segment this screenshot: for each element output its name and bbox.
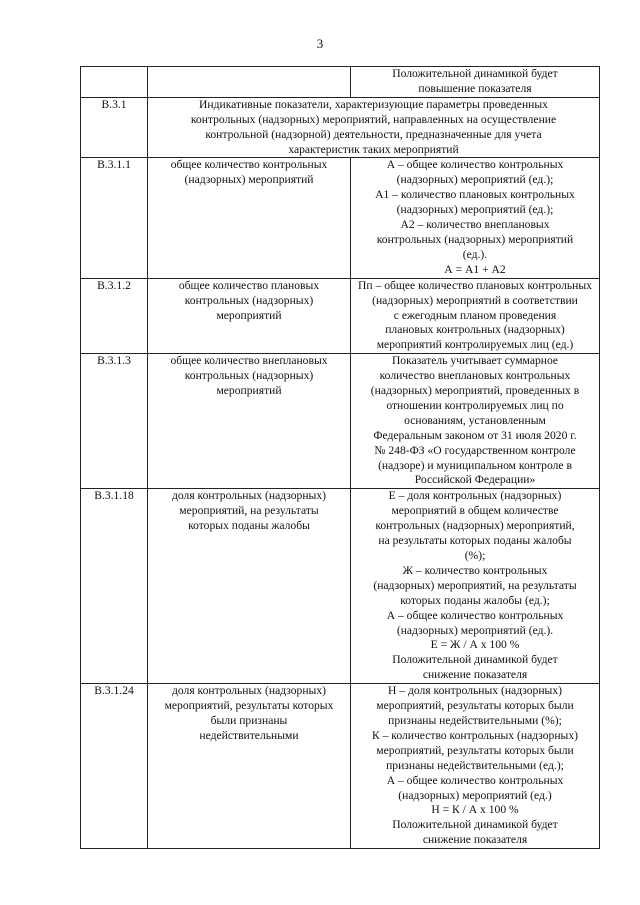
calc-line: контрольных (надзорных) мероприятий xyxy=(376,232,574,246)
calc-line: А – общее количество контрольных xyxy=(386,608,564,622)
name-line: мероприятий, на результаты xyxy=(179,504,319,518)
table-row xyxy=(81,158,600,278)
name-line: общее количество плановых xyxy=(178,278,320,292)
calc-line: Российской Федерации» xyxy=(414,473,536,487)
table-row xyxy=(81,354,600,489)
calc-line: мероприятий в общем количестве xyxy=(391,504,559,518)
name-line: которых поданы жалобы xyxy=(188,519,310,533)
code-cell: В.3.1 xyxy=(81,97,148,158)
calc-line: Положительной динамикой будет xyxy=(392,653,558,667)
calc-line: (надзорных) мероприятий (ед.); xyxy=(396,173,554,187)
table-row-group xyxy=(81,97,600,158)
calc-cell xyxy=(351,489,600,684)
calc-line: признаны недействительными (%); xyxy=(388,713,562,727)
name-line: общее количество контрольных xyxy=(170,158,328,172)
formula-line: Н = К / А х 100 % xyxy=(431,803,519,817)
description-line: Индикативные показатели, характеризующие параметры проведенных xyxy=(199,97,548,111)
calc-line: Федеральным законом от 31 июля 2020 г. xyxy=(373,428,577,442)
name-cell xyxy=(148,278,351,354)
name-cell xyxy=(148,67,351,98)
description-line: характеристик таких мероприятий xyxy=(288,142,459,156)
table-row xyxy=(81,489,600,684)
calc-line: снижение показателя xyxy=(422,833,528,847)
name-cell xyxy=(148,158,351,278)
calc-line: Е – доля контрольных (надзорных) xyxy=(388,489,562,503)
calc-line: (надзорных) мероприятий (ед.) xyxy=(398,788,552,802)
calc-cell xyxy=(351,158,600,278)
name-line: доля контрольных (надзорных) xyxy=(171,684,327,698)
code-cell: В.3.1.3 xyxy=(81,354,148,489)
name-line: мероприятий, результаты которых xyxy=(164,699,334,713)
group-description-cell xyxy=(148,97,600,158)
calc-line: Пп – общее количество плановых контрольных xyxy=(358,278,592,292)
name-cell xyxy=(148,489,351,684)
formula-line: Е = Ж / А х 100 % xyxy=(430,638,520,652)
code-cell: В.3.1.18 xyxy=(81,489,148,684)
calc-line: № 248-ФЗ «О государственном контроле xyxy=(374,443,576,457)
calc-line: (надзорных) мероприятий в соответствии xyxy=(372,293,578,307)
calc-line: контрольных (надзорных) мероприятий, xyxy=(375,519,575,533)
calc-line: с ежегодным планом проведения xyxy=(393,308,557,322)
calc-line: (надзорных) мероприятий (ед.); xyxy=(396,203,554,217)
calc-line: (надзорных) мероприятий (ед.). xyxy=(396,623,554,637)
calc-line: (ед.). xyxy=(462,247,488,261)
calc-line: Н – доля контрольных (надзорных) xyxy=(388,684,562,698)
formula-line: А = А1 + А2 xyxy=(444,262,506,276)
calc-line: мероприятий контролируемых лиц (ед.) xyxy=(376,338,574,352)
calc-cell xyxy=(351,67,600,98)
calc-line: (надзорных) мероприятий, на результаты xyxy=(373,578,577,592)
name-line: мероприятий xyxy=(216,308,282,322)
calc-line: Ж – количество контрольных xyxy=(402,563,548,577)
name-cell xyxy=(148,684,351,849)
page-number: 3 xyxy=(316,36,324,51)
name-line: были признаны xyxy=(210,713,288,727)
code-cell: В.3.1.1 xyxy=(81,158,148,278)
calc-line: (надзорных) мероприятий, проведенных в xyxy=(370,384,580,398)
calc-line: А1 – количество плановых контрольных xyxy=(375,188,575,202)
calc-line: на результаты которых поданы жалобы xyxy=(378,534,572,548)
table-row xyxy=(81,278,600,354)
calc-line: А2 – количество внеплановых xyxy=(400,218,550,232)
calc-cell xyxy=(351,278,600,354)
calc-line: признаны недействительными (ед.); xyxy=(386,758,564,772)
calc-line: Положительной динамикой будет xyxy=(392,67,558,80)
code-cell: В.3.1.24 xyxy=(81,684,148,849)
table-row-continuation xyxy=(81,67,600,98)
name-line: мероприятий xyxy=(216,384,282,398)
name-cell xyxy=(148,354,351,489)
calc-line: А – общее количество контрольных xyxy=(386,158,564,172)
name-line: общее количество внеплановых xyxy=(170,354,328,368)
name-line: недействительными xyxy=(199,728,299,742)
name-line: контрольных (надзорных) xyxy=(184,293,314,307)
calc-cell xyxy=(351,684,600,849)
calc-line: Положительной динамикой будет xyxy=(392,818,558,832)
calc-line: повышение показателя xyxy=(418,81,532,95)
calc-line: (%); xyxy=(464,549,486,562)
calc-line: количество внеплановых контрольных xyxy=(379,369,571,383)
calc-line: мероприятий, результаты которых были xyxy=(376,743,574,757)
calc-line: Показатель учитывает суммарное xyxy=(391,354,559,368)
name-line: (надзорных) мероприятий xyxy=(184,173,314,187)
table-row xyxy=(81,684,600,849)
calc-line: снижение показателя xyxy=(422,668,528,682)
description-line: контрольной (надзорной) деятельности, предназначенные для учета xyxy=(205,127,542,141)
name-line: контрольных (надзорных) xyxy=(184,369,314,383)
calc-line: отношении контролируемых лиц по xyxy=(386,398,564,412)
calc-cell xyxy=(351,354,600,489)
calc-line: (надзоре) и муниципальном контроле в xyxy=(378,458,572,472)
code-cell xyxy=(81,67,148,98)
code-cell: В.3.1.2 xyxy=(81,278,148,354)
calc-line: мероприятий, результаты которых были xyxy=(376,699,574,713)
calc-line: плановых контрольных (надзорных) xyxy=(385,323,565,337)
indicators-table xyxy=(80,66,600,849)
calc-line: которых поданы жалобы (ед.); xyxy=(400,593,550,607)
name-line: доля контрольных (надзорных) xyxy=(171,489,327,503)
description-line: контрольных (надзорных) мероприятий, направленных на осуществление xyxy=(190,112,557,126)
calc-line: А – общее количество контрольных xyxy=(386,773,564,787)
calc-line: К – количество контрольных (надзорных) xyxy=(371,728,579,742)
calc-line: основаниям, установленным xyxy=(404,413,546,427)
